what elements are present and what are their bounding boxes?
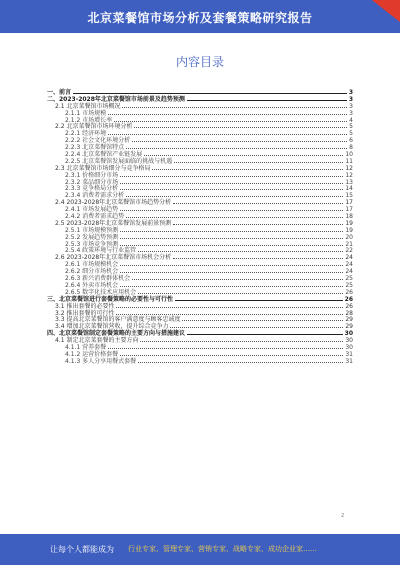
toc-entry-leader: [122, 103, 347, 108]
toc-entry-title: 2.2.3 北京菜餐馆特点: [65, 144, 125, 152]
toc-entry-page: 5: [349, 130, 353, 138]
toc-entry-title: 2.2.2 社会文化环境分析: [65, 137, 131, 145]
toc-entry-leader: [120, 179, 343, 184]
toc-entry-title: 2.3.1 价格细分市场: [65, 171, 119, 179]
toc-entry-page: 11: [345, 157, 353, 165]
toc-entry-title: 3.2 推出套餐的可行性: [55, 309, 115, 317]
toc-entry-leader: [120, 268, 343, 273]
toc-entry[interactable]: [47, 103, 353, 110]
toc-entry-title: 2.5 2023-2028年北京菜餐馆发展前景预测: [55, 219, 172, 227]
toc-entry[interactable]: [47, 89, 353, 96]
toc-entry-page: 31: [345, 350, 353, 358]
toc-entry-leader: [126, 144, 347, 149]
toc-entry-page: 3: [349, 109, 353, 117]
toc-entry-leader: [116, 310, 343, 315]
toc-entry[interactable]: [47, 158, 353, 165]
toc-entry[interactable]: [47, 172, 353, 179]
toc-entry-leader: [120, 227, 343, 232]
toc-entry[interactable]: [47, 303, 353, 310]
toc-entry-page: 17: [345, 199, 353, 207]
toc-entry-title: 2.2.4 北京菜餐馆产业链发展: [65, 151, 143, 159]
toc-entry-title: 2.3 北京菜餐馆市场细分与竞争格局: [55, 164, 151, 172]
toc-entry-page: 30: [344, 330, 353, 338]
toc-entry[interactable]: [47, 282, 353, 289]
toc-entry-title: 2.3.4 消费者需求分析: [65, 192, 125, 200]
toc-entry-leader: [120, 172, 343, 177]
toc-entry-title: 4.1.1 营养套餐: [65, 343, 107, 351]
toc-entry-leader: [152, 165, 343, 170]
toc-entry-title: 4.1.3 多人分享用餐式套餐: [65, 357, 137, 365]
toc-entry[interactable]: [47, 110, 353, 117]
toc-entry-page: 25: [345, 275, 353, 283]
toc-entry-title: 2.2 北京菜餐馆市场环境分析: [55, 123, 133, 131]
toc-entry-leader: [120, 185, 343, 190]
toc-entry-leader: [170, 323, 343, 328]
toc-entry-title: 3.1 推出套餐的必要性: [55, 302, 115, 310]
toc-entry-page: 19: [345, 219, 353, 227]
toc-entry-leader: [120, 206, 343, 211]
toc-entry-leader: [187, 96, 347, 101]
toc-entry-title: 2.6.5 数字化技术应用机会: [65, 288, 137, 296]
toc-entry-title: 3.3 提高北京菜餐馆的客户满意度与顾客忠诚度: [55, 316, 181, 324]
toc-entry-page: 3: [348, 89, 353, 96]
toc-entry-page: 17: [345, 206, 353, 214]
toc-entry-leader: [120, 351, 343, 356]
toc-entry-leader: [138, 358, 343, 363]
toc-heading: 内容目录: [175, 55, 224, 69]
toc-entry-page: 8: [349, 144, 353, 152]
toc-entry-leader: [120, 234, 343, 239]
toc-entry-leader: [173, 220, 343, 225]
footer-tagline: 行业专家、管理专家、营销专家、战略专家、成功企业家……: [128, 545, 317, 553]
toc-entry[interactable]: [47, 289, 353, 296]
toc-entry-page: 29: [345, 323, 353, 331]
toc-entry-page: 28: [345, 309, 353, 317]
toc-entry-leader: [132, 137, 347, 142]
report-footer: [0, 534, 400, 565]
toc-entry-leader: [174, 158, 343, 163]
toc-entry-page: 24: [345, 254, 353, 262]
toc-entry[interactable]: [47, 227, 353, 234]
toc-entry-title: 2.3.3 竞争格局分析: [65, 185, 119, 193]
toc-entry-page: 13: [345, 178, 353, 186]
toc-entry-title: 2.1.2 市场增长率: [65, 116, 113, 124]
toc-entry-page: 6: [349, 137, 353, 145]
toc-entry[interactable]: [47, 337, 353, 344]
toc-entry-leader: [120, 282, 343, 287]
toc-entry[interactable]: [47, 206, 353, 213]
toc-entry-page: 26: [345, 288, 353, 296]
toc-entry-leader: [116, 303, 343, 308]
toc-entry-title: 3.4 增加北京菜餐馆营收，提升综合竞争力: [55, 323, 169, 331]
toc-entry-page: 25: [345, 281, 353, 289]
toc-entry-title: 2.3.2 菜品细分市场: [65, 178, 119, 186]
toc-entry[interactable]: [47, 296, 353, 303]
toc-entry-title: 2.5.1 市场规模预测: [65, 226, 119, 234]
toc-entry[interactable]: [47, 351, 353, 358]
toc-entry-page: 21: [345, 240, 353, 248]
toc-entry-page: 10: [345, 151, 353, 159]
page-number: 2: [341, 513, 345, 519]
toc-entry-leader: [187, 330, 343, 335]
toc-entry-page: 26: [345, 302, 353, 310]
toc-entry-leader: [134, 123, 347, 128]
toc-entry-page: 3: [349, 102, 353, 110]
toc-entry-page: 24: [345, 268, 353, 276]
report-title: 北京菜餐馆市场分析及套餐策略研究报告: [87, 11, 313, 25]
toc-entry-leader: [138, 247, 343, 252]
toc-entry-leader: [175, 296, 343, 301]
toc-entry-leader: [73, 89, 347, 94]
toc-entry-leader: [126, 192, 343, 197]
toc-entry-page: 19: [345, 226, 353, 234]
toc-entry-leader: [132, 275, 343, 280]
toc-entry-leader: [173, 199, 343, 204]
footer-slogan: 让每个人都能成为: [50, 545, 114, 554]
toc-entry-title: 2.2.5 北京菜餐馆发展面临的挑战与机遇: [65, 157, 173, 165]
toc-entry-page: 5: [349, 123, 353, 131]
toc-entry[interactable]: [47, 220, 353, 227]
toc-entry-title: 4.1.2 运营价格套餐: [65, 350, 119, 358]
toc-entry-leader: [108, 130, 347, 135]
toc-entry[interactable]: [47, 344, 353, 351]
toc-entry[interactable]: [47, 144, 353, 151]
toc-entry-page: 15: [345, 192, 353, 200]
toc-entry-title: 四、北京菜餐馆制定套餐策略的主要方向与措施建议: [47, 330, 186, 338]
toc-entry-leader: [182, 316, 343, 321]
toc-entry-leader: [120, 261, 343, 266]
toc-entry-title: 2.4.2 消费者需求趋势: [65, 213, 125, 221]
toc-entry-title: 2.4 2023-2028年北京菜餐馆市场趋势分析: [55, 199, 172, 207]
toc-entry-leader: [126, 213, 343, 218]
toc-entry[interactable]: [47, 213, 353, 220]
toc-entry-title: 2.6.3 新兴消费群体机会: [65, 275, 131, 283]
toc-entry-page: 3: [348, 95, 353, 103]
toc-entry-leader: [108, 110, 347, 115]
toc-entry-page: 30: [345, 343, 353, 351]
table-of-contents: [47, 89, 353, 365]
toc-entry[interactable]: [47, 234, 353, 241]
toc-entry-leader: [114, 117, 347, 122]
toc-entry[interactable]: [47, 275, 353, 282]
toc-entry-leader: [173, 254, 343, 259]
toc-entry-title: 4.1 制定北京菜套餐的主要方向: [55, 337, 139, 345]
toc-entry-page: 24: [345, 261, 353, 269]
toc-entry-page: 31: [345, 357, 353, 365]
toc-entry-title: 2.2.1 经济环境: [65, 130, 107, 138]
toc-entry-page: 4: [349, 116, 353, 124]
toc-entry-page: 30: [345, 337, 353, 345]
toc-entry-page: 12: [345, 164, 353, 172]
toc-entry-title: 2.1.1 市场规模: [65, 109, 107, 117]
toc-entry-title: 2.5.4 政策环境与行业监管: [65, 247, 137, 255]
toc-entry[interactable]: [47, 358, 353, 365]
toc-entry[interactable]: [47, 165, 353, 172]
toc-entry-leader: [138, 289, 343, 294]
toc-entry-title: 2.5.3 市场竞争预测: [65, 240, 119, 248]
toc-entry-page: 12: [345, 171, 353, 179]
toc-entry[interactable]: [47, 96, 353, 103]
toc-entry-leader: [108, 344, 343, 349]
toc-entry-title: 2.6.4 外卖市场机会: [65, 281, 119, 289]
toc-entry-leader: [120, 241, 343, 246]
toc-entry-title: 2.5.2 发展趋势预测: [65, 233, 119, 241]
toc-entry-page: 18: [345, 213, 353, 221]
toc-entry-title: 2.6 2023-2028年北京菜餐馆市场机会分析: [55, 254, 172, 262]
toc-entry-leader: [140, 337, 343, 342]
toc-entry-leader: [144, 151, 343, 156]
toc-entry-title: 2.4.1 市场发展趋势: [65, 206, 119, 214]
toc-entry-title: 二、2023-2028年北京菜餐馆市场前景及趋势预测: [47, 95, 185, 103]
toc-entry-title: 三、北京菜餐馆进行套餐策略的必要性与可行性: [47, 295, 174, 303]
toc-entry[interactable]: [47, 268, 353, 275]
toc-entry-page: 20: [345, 233, 353, 241]
toc-entry-title: 2.6.1 市场规模机会: [65, 261, 119, 269]
toc-entry-page: 22: [345, 247, 353, 255]
report-header: [0, 0, 400, 33]
toc-entry-title: 一、前言: [47, 89, 72, 96]
toc-entry-page: 26: [344, 295, 353, 303]
toc-entry-title: 2.1 北京菜餐馆市场概况: [55, 102, 121, 110]
toc-entry-title: 2.6.2 细分市场机会: [65, 268, 119, 276]
toc-entry-page: 29: [345, 316, 353, 324]
toc-entry[interactable]: [47, 151, 353, 158]
toc-entry-page: 14: [345, 185, 353, 193]
